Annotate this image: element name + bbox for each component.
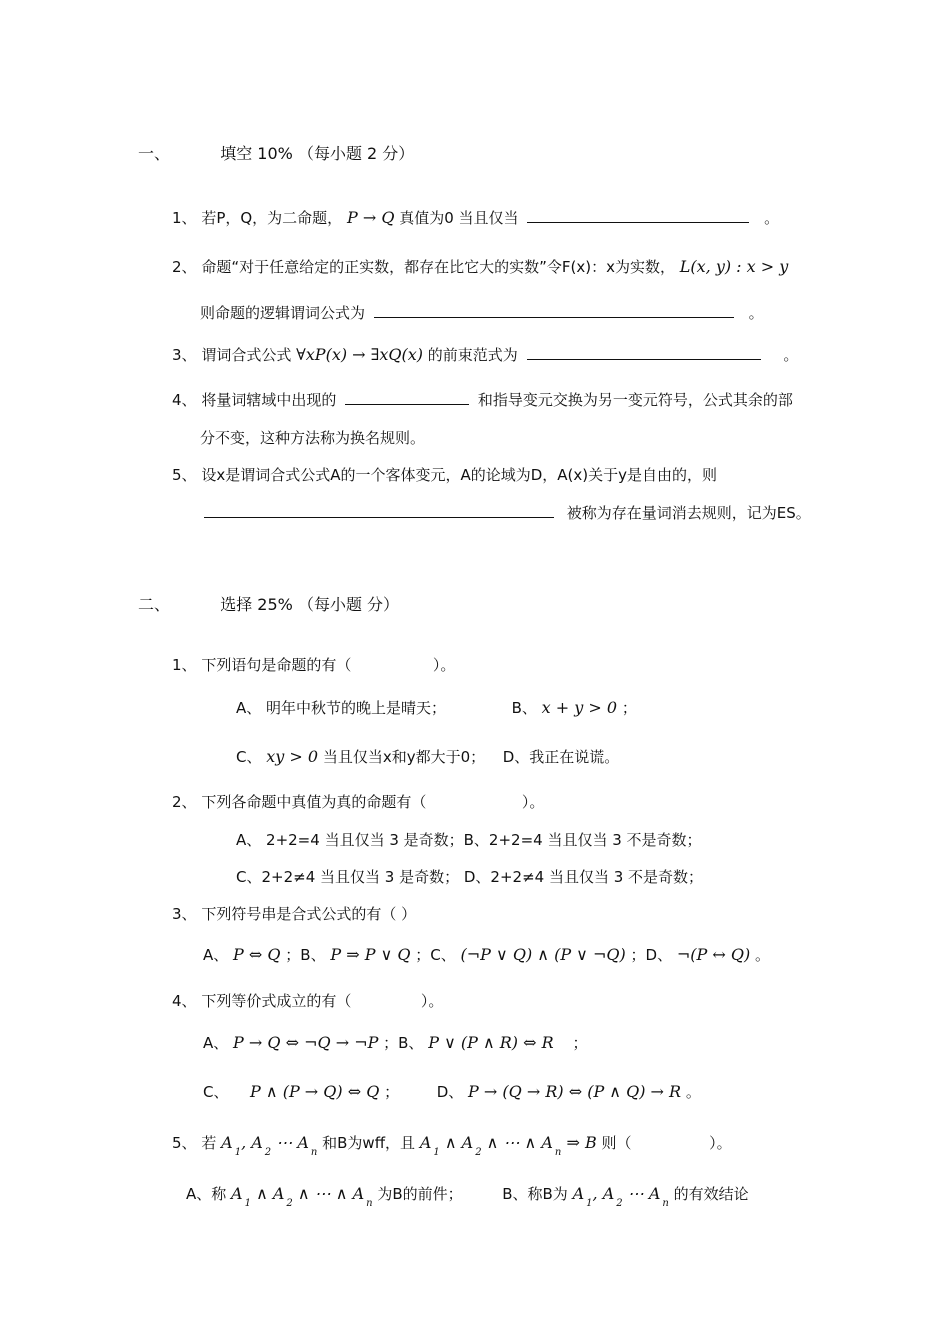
- formula: (¬P ∨ Q) ∧ (P ∨ ¬Q): [460, 945, 626, 964]
- formula: xy > 0: [266, 747, 319, 766]
- option-d: D、我正在说谎。: [502, 748, 620, 766]
- formula: P → (Q → R) ⇔ (P ∧ Q) → R: [468, 1082, 682, 1101]
- question-1-5: 5、 设x是谓词合式公式A的一个客体变元，A的论域为D，A(x)关于y是自由的，则: [172, 466, 718, 484]
- question-2-1-options-cd: C、 xy > 0 当且仅当x和y都大于0； D、我正在说谎。: [236, 747, 620, 766]
- question-1-1: 1、 若P，Q，为二命题， P → Q 真值为0 当且仅当 。: [172, 208, 780, 227]
- formula: P → Q ⇔ ¬Q → ¬P: [233, 1033, 379, 1052]
- formula-conjunction-implies-b: $A_1$ ∧ $A_2$ ∧ ⋯ ∧ $A_n$ ⇒ B: [419, 1133, 597, 1158]
- question-1-2-line2: 则命题的逻辑谓词公式为 。: [200, 304, 764, 322]
- question-1-4: 4、 将量词辖域中出现的 和指导变元交换为另一变元符号，公式其余的部: [172, 391, 793, 409]
- answer-blank[interactable]: [204, 503, 554, 518]
- section-1-heading: [138, 144, 414, 164]
- formula: P ⇔ Q: [233, 945, 281, 964]
- question-2-4-options-cd: C、 P ∧ (P → Q) ⇔ Q ； D、 P → (Q → R) ⇔ (P ∧ Q) → R 。: [203, 1082, 701, 1101]
- section-number: 一、: [138, 144, 171, 163]
- question-1-4-line2: 分不变，这种方法称为换名规则。: [200, 429, 426, 447]
- section-2-heading: [138, 595, 399, 615]
- section-title: 填空 10% （每小题 2 分）: [220, 144, 415, 163]
- question-2-5: 5、 若 $A_1$, $A_2$ ⋯ $A_n$ 和B为wff，且 $A_1$ ∧ $A_2$ ∧ ⋯ ∧ $A_n$ ⇒ B 则（ ）。: [172, 1133, 732, 1158]
- question-1-3: 3、 谓词合式公式 ∀xP(x) → ∃xQ(x) 的前束范式为 。: [172, 345, 799, 364]
- formula: L(x, y) : x > y: [679, 257, 789, 276]
- option-b-label: B、: [511, 699, 537, 717]
- question-2-2-options-ab: A、 2+2=4 当且仅当 3 是奇数；B、2+2=4 当且仅当 3 不是奇数；: [236, 831, 702, 849]
- question-1-5-line2: 被称为存在量词消去规则，记为ES。: [200, 503, 811, 523]
- answer-blank[interactable]: [527, 208, 749, 223]
- formula: P → Q: [346, 208, 395, 227]
- answer-blank[interactable]: [527, 345, 761, 360]
- question-2-4-options-ab: A、 P → Q ⇔ ¬Q → ¬P ；B、 P ∨ (P ∧ R) ⇔ R ；: [203, 1033, 588, 1052]
- option-a: A、 明年中秋节的晚上是晴天；: [236, 699, 447, 717]
- question-2-2: 2、 下列各命题中真值为真的命题有（ ）。: [172, 793, 545, 811]
- formula: ∀xP(x) → ∃xQ(x): [296, 345, 423, 364]
- formula-conjunction: $A_1$ ∧ $A_2$ ∧ ⋯ ∧ $A_n$: [231, 1184, 373, 1209]
- formula-a-sequence: $A_1$, $A_2$ ⋯ $A_n$: [572, 1184, 669, 1209]
- option-c-label: C、: [236, 748, 262, 766]
- formula: P ∨ (P ∧ R) ⇔ R: [428, 1033, 554, 1052]
- formula: P ∧ (P → Q) ⇔ Q: [250, 1082, 380, 1101]
- question-2-5-options: A、称 $A_1$ ∧ $A_2$ ∧ ⋯ ∧ $A_n$ 为B的前件； B、称B为 $A_1$, $A_2$ ⋯ $A_n$ 的有效结论: [186, 1184, 749, 1209]
- question-1-2: 2、 命题“对于任意给定的正实数，都存在比它大的实数”令F(x)：x为实数， L(x, y) : x > y: [172, 257, 789, 276]
- question-2-1-options-ab: A、 明年中秋节的晚上是晴天； B、 x + y > 0 ；: [236, 698, 637, 717]
- question-2-3: 3、 下列符号串是合式公式的有（ ）: [172, 905, 417, 923]
- question-2-4: 4、 下列等价式成立的有（ ）。: [172, 992, 444, 1010]
- formula: ¬(P ↔ Q): [676, 945, 751, 964]
- formula: x + y > 0: [541, 698, 618, 717]
- question-2-3-options: A、 P ⇔ Q ；B、 P ⇒ P ∨ Q ；C、 (¬P ∨ Q) ∧ (P ∨ ¬Q) ；D、 ¬(P ↔ Q) 。: [203, 945, 771, 964]
- formula-a-sequence: $A_1$, $A_2$ ⋯ $A_n$: [221, 1133, 318, 1158]
- answer-blank[interactable]: [374, 303, 734, 318]
- section-number: 二、: [138, 595, 171, 614]
- section-title: 选择 25% （每小题 分）: [220, 595, 400, 614]
- formula: P ⇒ P ∨ Q: [330, 945, 411, 964]
- question-2-2-options-cd: C、2+2≠4 当且仅当 3 是奇数； D、2+2≠4 当且仅当 3 不是奇数；: [236, 868, 704, 886]
- question-2-1: 1、 下列语句是命题的有（ ）。: [172, 656, 456, 674]
- answer-blank[interactable]: [345, 390, 469, 405]
